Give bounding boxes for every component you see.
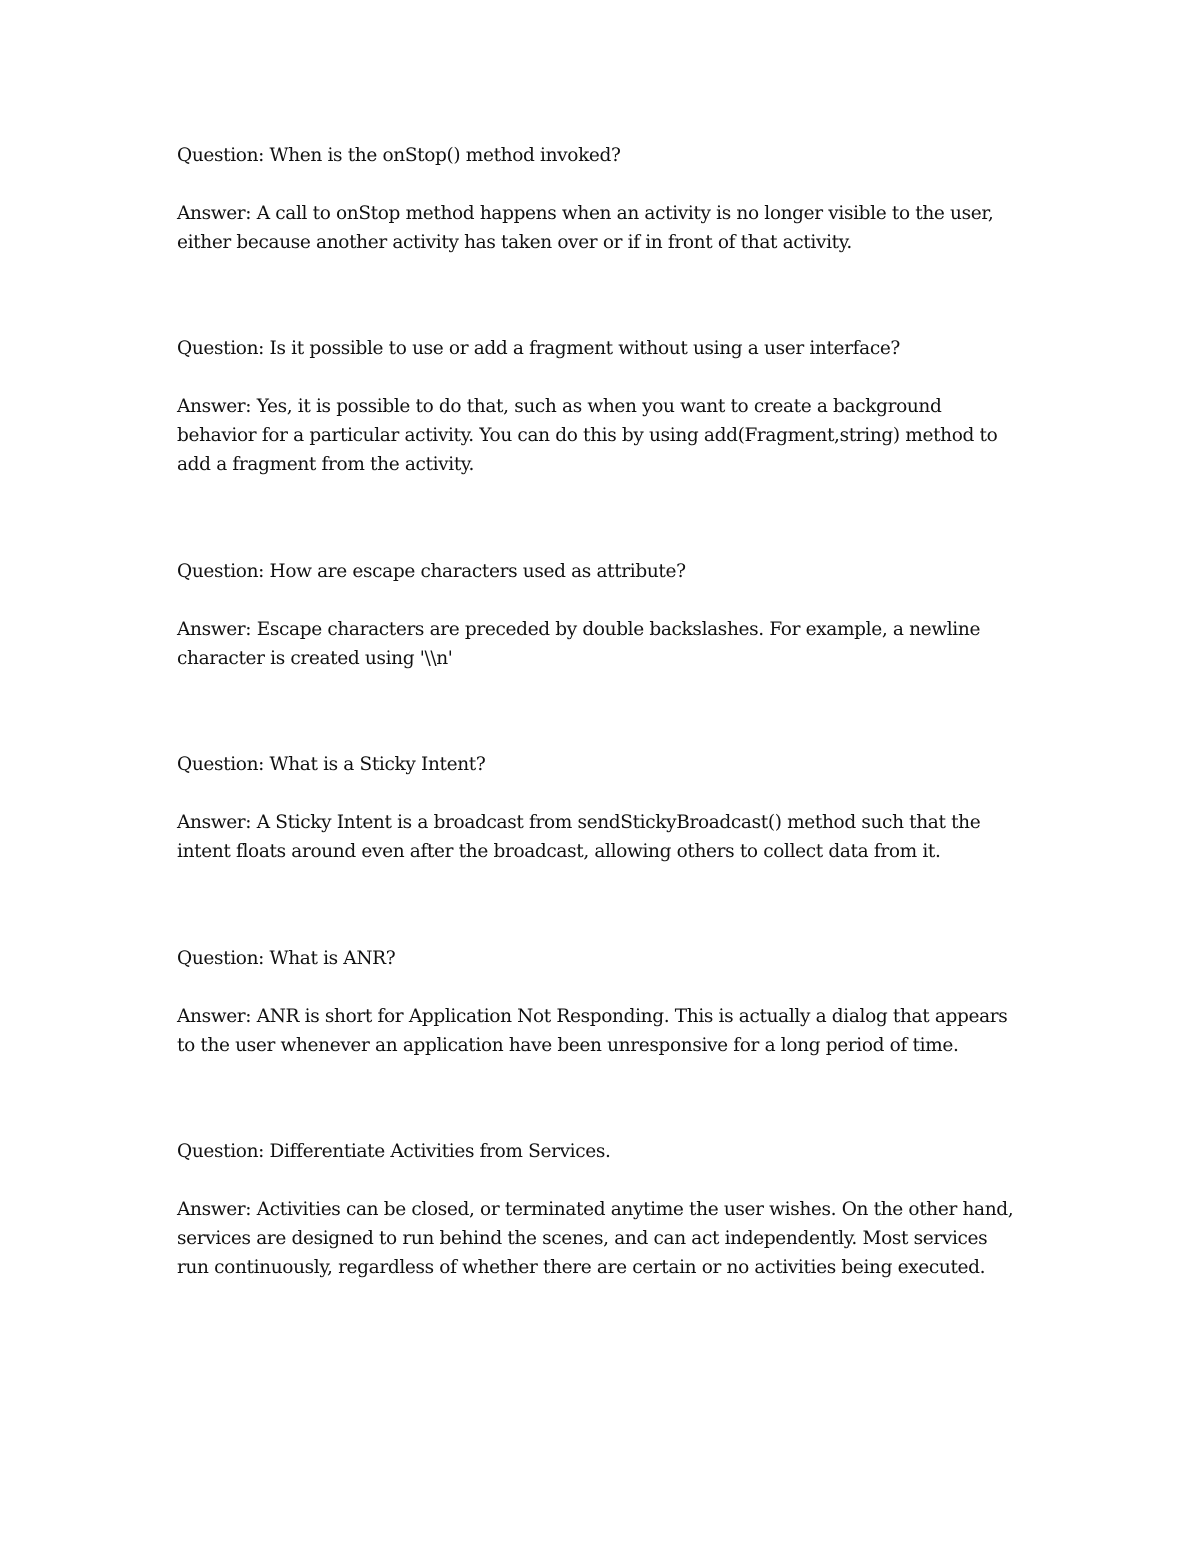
answer-line: intent floats around even after the broadcast, allowing others to collect data from it. [177, 841, 941, 862]
qa-item-sticky-intent [177, 750, 1037, 866]
question-text: Question: What is a Sticky Intent? [177, 754, 486, 775]
question-text: Question: What is ANR? [177, 948, 396, 969]
answer-line: run continuously, regardless of whether there are certain or no activities being executed. [177, 1257, 986, 1278]
answer-line: Answer: Escape characters are preceded by double backslashes. For example, a newline [177, 619, 981, 640]
answer-line: either because another activity has taken over or if in front of that activity. [177, 232, 852, 253]
answer-line: add a fragment from the activity. [177, 454, 475, 475]
qa-item-fragment [177, 334, 1037, 479]
answer-line: to the user whenever an application have been unresponsive for a long period of time. [177, 1035, 959, 1056]
answer-text [177, 808, 1037, 866]
question-text: Question: How are escape characters used as attribute? [177, 561, 686, 582]
answer-line: services are designed to run behind the scenes, and can act independently. Most services [177, 1228, 988, 1249]
answer-text [177, 1195, 1037, 1282]
answer-line: behavior for a particular activity. You can do this by using add(Fragment,string) method to [177, 425, 998, 446]
answer-line: character is created using '\\n' [177, 648, 453, 669]
answer-line: Answer: ANR is short for Application Not Responding. This is actually a dialog that appears [177, 1006, 1008, 1027]
answer-line: Answer: Yes, it is possible to do that, such as when you want to create a background [177, 396, 942, 417]
answer-line: Answer: Activities can be closed, or terminated anytime the user wishes. On the other hand, [177, 1199, 1014, 1220]
answer-text [177, 1002, 1037, 1060]
answer-line: Answer: A Sticky Intent is a broadcast from sendStickyBroadcast() method such that the [177, 812, 981, 833]
qa-item-onstop [177, 141, 1037, 257]
answer-line: Answer: A call to onStop method happens when an activity is no longer visible to the user, [177, 203, 994, 224]
qa-item-anr [177, 944, 1037, 1060]
answer-text [177, 199, 1037, 257]
answer-text [177, 615, 1037, 673]
qa-item-escape-characters [177, 557, 1037, 673]
answer-text [177, 392, 1037, 479]
qa-item-activities-services [177, 1137, 1037, 1282]
question-text: Question: When is the onStop() method invoked? [177, 145, 621, 166]
question-text: Question: Differentiate Activities from Services. [177, 1141, 611, 1162]
question-text: Question: Is it possible to use or add a fragment without using a user interface? [177, 338, 901, 359]
